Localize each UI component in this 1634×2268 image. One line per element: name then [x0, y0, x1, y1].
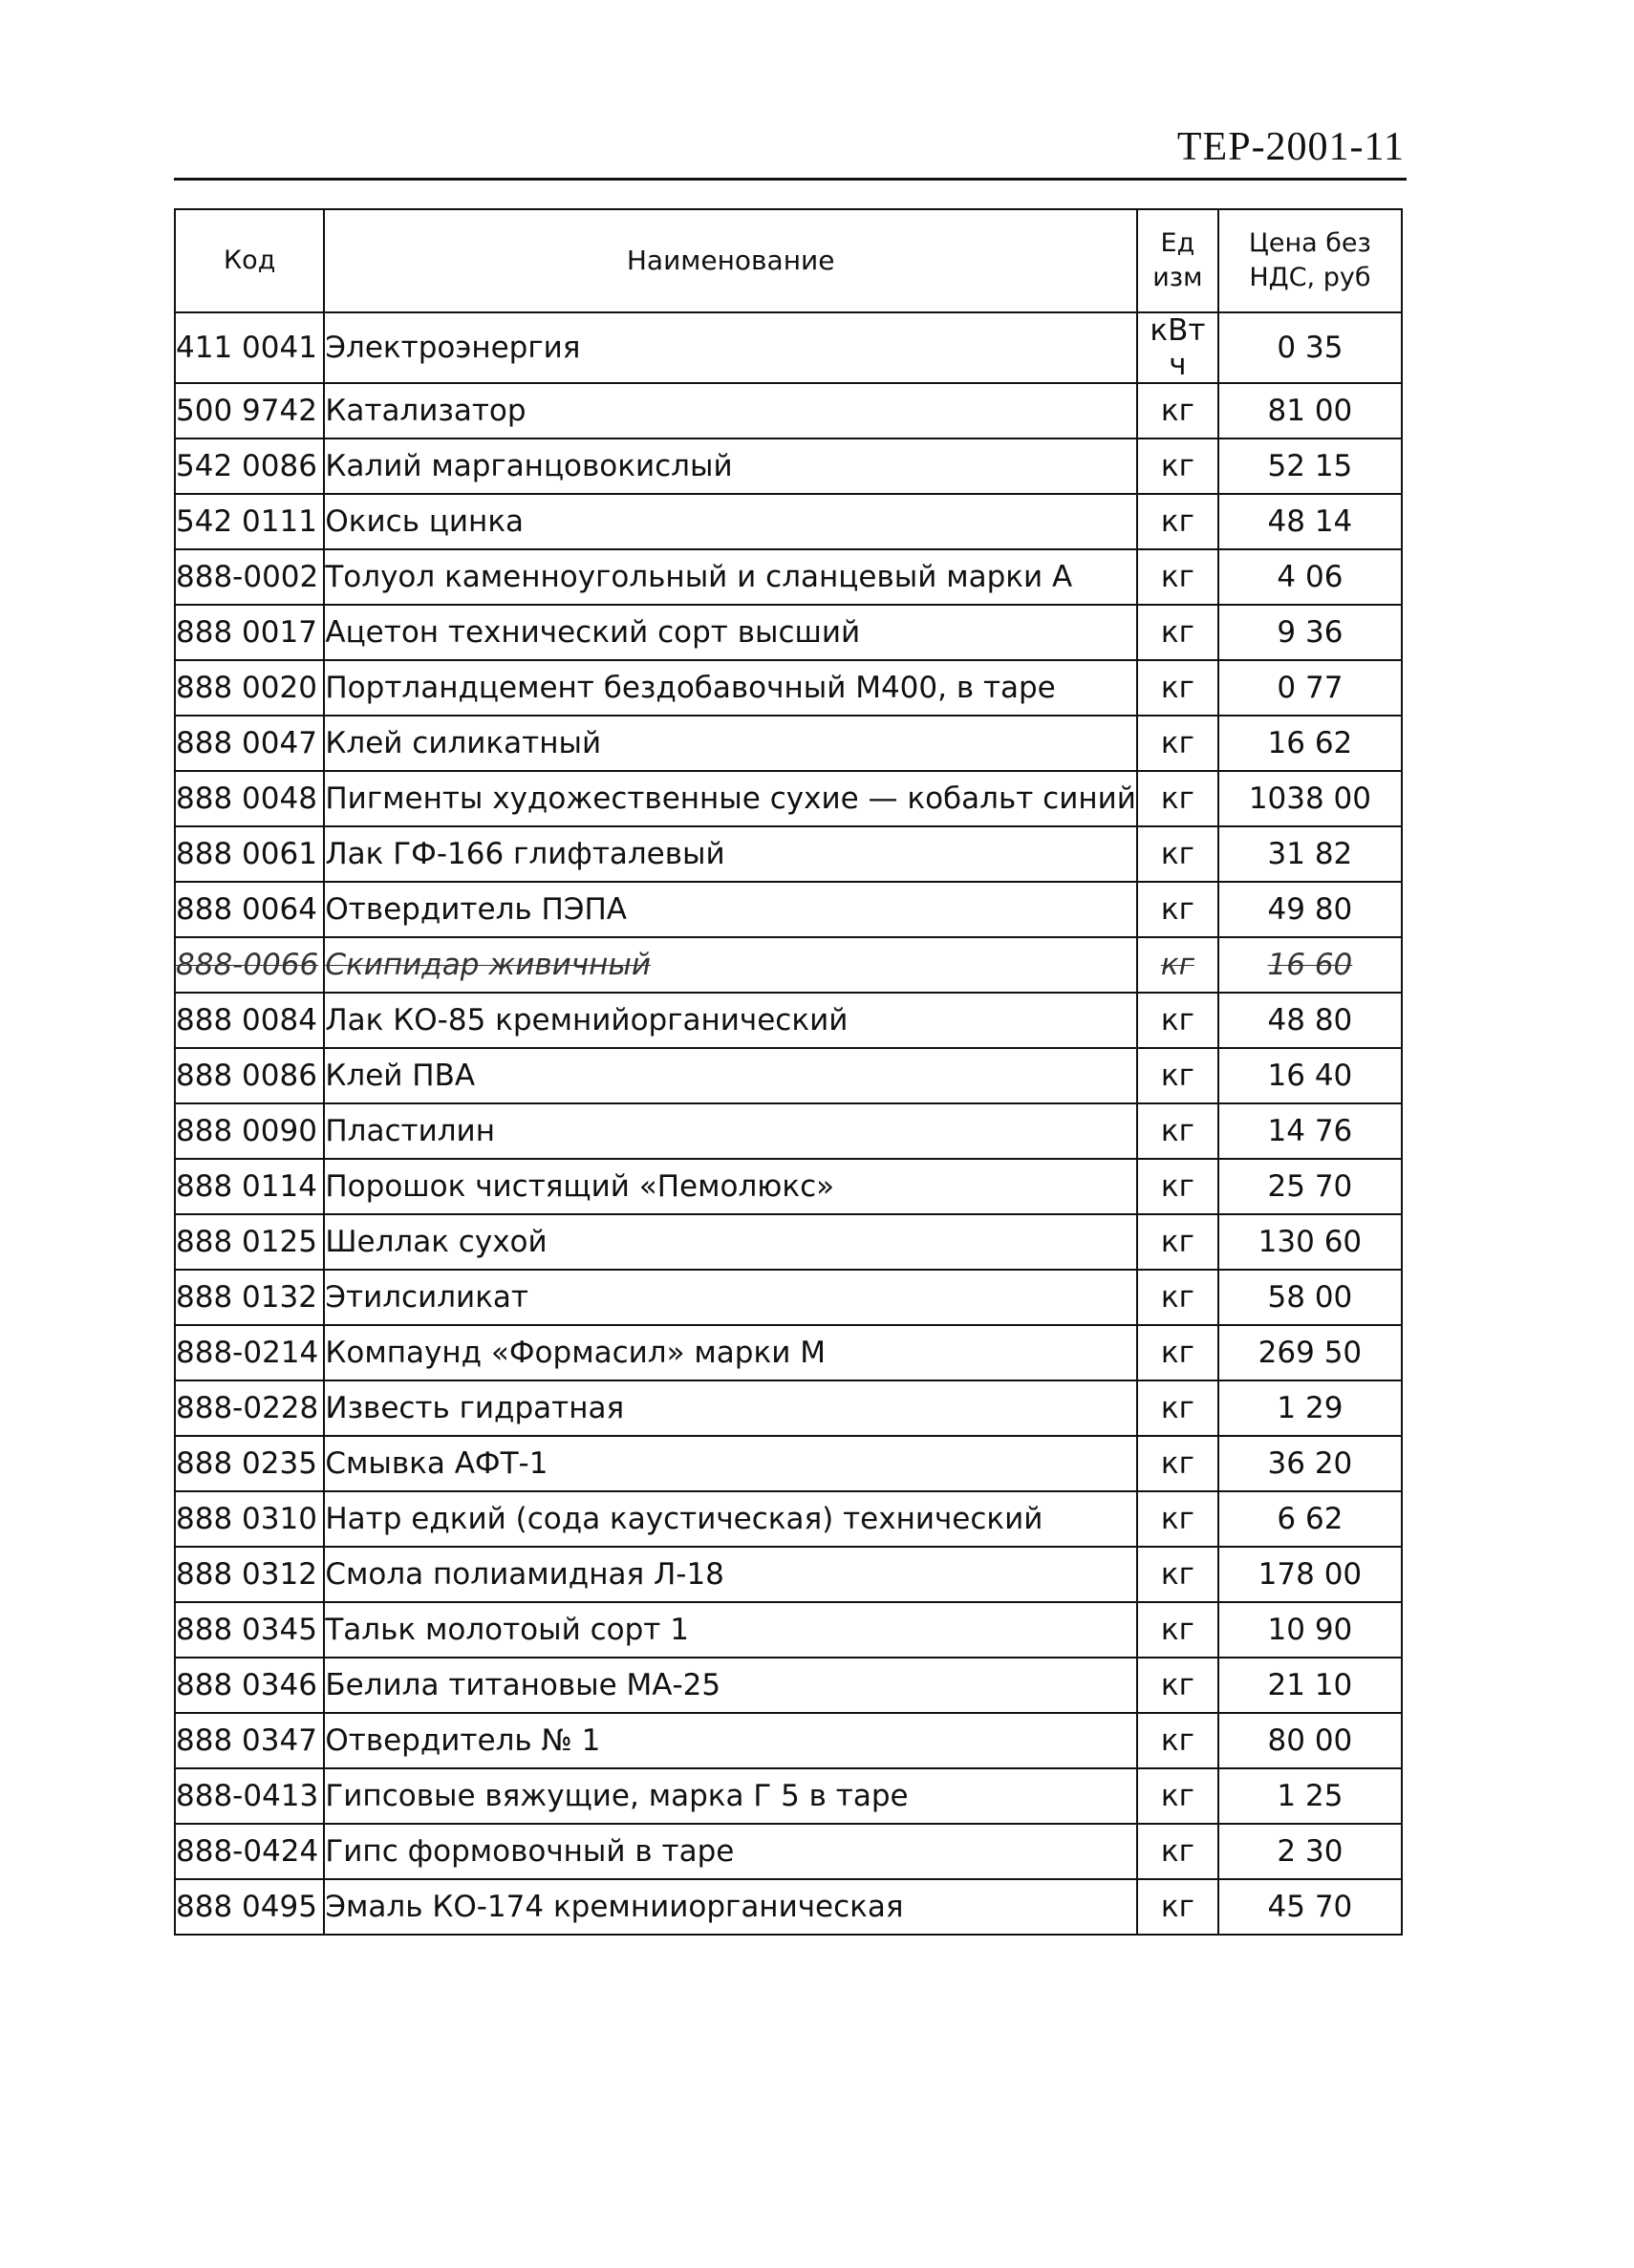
- cell-unit: кг: [1137, 1713, 1218, 1768]
- cell-price: 21 10: [1218, 1658, 1402, 1713]
- table-row: [175, 1436, 1402, 1491]
- cell-name: Катализатор: [324, 383, 1137, 439]
- cell-name: Клей ПВА: [324, 1048, 1137, 1103]
- cell-name: Окись цинка: [324, 494, 1137, 549]
- cell-code: 888 0235: [175, 1436, 324, 1491]
- cell-code: 888-0424: [175, 1824, 324, 1879]
- table-row: [175, 771, 1402, 826]
- cell-name: Смывка АФТ-1: [324, 1436, 1137, 1491]
- table-row: [175, 1547, 1402, 1602]
- cell-price: 2 30: [1218, 1824, 1402, 1879]
- cell-price: 4 06: [1218, 549, 1402, 605]
- cell-code: 888-0228: [175, 1380, 324, 1436]
- table-row: [175, 605, 1402, 660]
- table-row: [175, 1491, 1402, 1547]
- cell-price: 0 77: [1218, 660, 1402, 716]
- cell-code: 411 0041: [175, 312, 324, 383]
- cell-price: 45 70: [1218, 1879, 1402, 1935]
- table-row: [175, 826, 1402, 882]
- cell-name: Белила титановые МА-25: [324, 1658, 1137, 1713]
- cell-name: Отвердитель № 1: [324, 1713, 1137, 1768]
- cell-name: Толуол каменноугольный и сланцевый марки А: [324, 549, 1137, 605]
- cell-code: 888-0214: [175, 1325, 324, 1380]
- table-row: [175, 716, 1402, 771]
- cell-price: 48 80: [1218, 993, 1402, 1048]
- cell-name: Порошок чистящий «Пемолюкс»: [324, 1159, 1137, 1214]
- cell-price: 31 82: [1218, 826, 1402, 882]
- table-row: [175, 1658, 1402, 1713]
- cell-unit: кг: [1137, 993, 1218, 1048]
- cell-name: Калий марганцовокислый: [324, 439, 1137, 494]
- table-row: [175, 993, 1402, 1048]
- cell-name: Клей силикатный: [324, 716, 1137, 771]
- cell-unit: кг: [1137, 1436, 1218, 1491]
- cell-name: Электроэнергия: [324, 312, 1137, 383]
- column-header-code: Код: [175, 209, 324, 312]
- cell-price: 178 00: [1218, 1547, 1402, 1602]
- cell-unit: кг: [1137, 1658, 1218, 1713]
- cell-unit: кг: [1137, 494, 1218, 549]
- cell-price: 80 00: [1218, 1713, 1402, 1768]
- cell-unit: кг: [1137, 1824, 1218, 1879]
- table-row: [175, 383, 1402, 439]
- cell-unit: кг: [1137, 937, 1218, 993]
- cell-code: 888 0048: [175, 771, 324, 826]
- cell-code: 888 0114: [175, 1159, 324, 1214]
- cell-price: 10 90: [1218, 1602, 1402, 1658]
- cell-unit: кг: [1137, 1103, 1218, 1159]
- table-row: [175, 882, 1402, 937]
- cell-code: 888 0047: [175, 716, 324, 771]
- cell-price: 1 25: [1218, 1768, 1402, 1824]
- cell-code: 500 9742: [175, 383, 324, 439]
- table-header: [175, 209, 1402, 312]
- cell-name: Скипидар живичный: [324, 937, 1137, 993]
- cell-price: 81 00: [1218, 383, 1402, 439]
- table-row: [175, 1103, 1402, 1159]
- cell-code: 888 0086: [175, 1048, 324, 1103]
- cell-code: 888-0002: [175, 549, 324, 605]
- cell-price: 1038 00: [1218, 771, 1402, 826]
- cell-code: 888 0090: [175, 1103, 324, 1159]
- cell-price: 36 20: [1218, 1436, 1402, 1491]
- cell-price: 16 62: [1218, 716, 1402, 771]
- table-row: [175, 1159, 1402, 1214]
- cell-price: 25 70: [1218, 1159, 1402, 1214]
- cell-name: Этилсиликат: [324, 1270, 1137, 1325]
- cell-code: 888 0020: [175, 660, 324, 716]
- column-header-price: Цена без НДС, руб: [1218, 209, 1402, 312]
- cell-name: Тальк молотоый сорт 1: [324, 1602, 1137, 1658]
- table-row: [175, 1879, 1402, 1935]
- table-row: [175, 1602, 1402, 1658]
- cell-name: Отвердитель ПЭПА: [324, 882, 1137, 937]
- cell-name: Шеллак сухой: [324, 1214, 1137, 1270]
- cell-name: Гипс формовочный в таре: [324, 1824, 1137, 1879]
- table-row: [175, 937, 1402, 993]
- table-row: [175, 1325, 1402, 1380]
- table-row: [175, 1048, 1402, 1103]
- cell-unit: кг: [1137, 882, 1218, 937]
- cell-unit: кг: [1137, 1380, 1218, 1436]
- cell-code: 888 0347: [175, 1713, 324, 1768]
- cell-code: 888 0064: [175, 882, 324, 937]
- cell-code: 542 0086: [175, 439, 324, 494]
- document-code: ТЕР-2001-11: [1176, 125, 1405, 169]
- cell-unit: кг: [1137, 771, 1218, 826]
- cell-name: Натр едкий (сода каустическая) технический: [324, 1491, 1137, 1547]
- cell-price: 16 40: [1218, 1048, 1402, 1103]
- cell-price: 9 36: [1218, 605, 1402, 660]
- cell-unit: кг: [1137, 1879, 1218, 1935]
- cell-code: 888 0346: [175, 1658, 324, 1713]
- cell-unit: кг: [1137, 1547, 1218, 1602]
- table-row: [175, 1824, 1402, 1879]
- column-header-name: Наименование: [324, 209, 1137, 312]
- cell-code: 888 0017: [175, 605, 324, 660]
- table-row: [175, 494, 1402, 549]
- cell-unit: кг: [1137, 549, 1218, 605]
- table-row: [175, 1713, 1402, 1768]
- cell-code: 888 0061: [175, 826, 324, 882]
- table-row: [175, 549, 1402, 605]
- cell-unit: кг: [1137, 826, 1218, 882]
- cell-unit: кг: [1137, 383, 1218, 439]
- cell-code: 888 0312: [175, 1547, 324, 1602]
- cell-code: 888 0495: [175, 1879, 324, 1935]
- cell-code: 542 0111: [175, 494, 324, 549]
- cell-name: Гипсовые вяжущие, марка Г 5 в таре: [324, 1768, 1137, 1824]
- cell-price: 6 62: [1218, 1491, 1402, 1547]
- cell-unit: кг: [1137, 605, 1218, 660]
- cell-name: Эмаль КО-174 кремнииорганическая: [324, 1879, 1137, 1935]
- cell-code: 888 0125: [175, 1214, 324, 1270]
- cell-unit: кг: [1137, 1602, 1218, 1658]
- cell-code: 888 0084: [175, 993, 324, 1048]
- cell-name: Лак КО-85 кремнийорганический: [324, 993, 1137, 1048]
- table-row: [175, 312, 1402, 383]
- cell-unit: кг: [1137, 1768, 1218, 1824]
- price-table: [174, 208, 1403, 1936]
- cell-name: Смола полиамидная Л-18: [324, 1547, 1137, 1602]
- cell-code: 888-0413: [175, 1768, 324, 1824]
- cell-name: Пластилин: [324, 1103, 1137, 1159]
- cell-price: 269 50: [1218, 1325, 1402, 1380]
- header-row: [175, 209, 1402, 312]
- cell-unit: кг: [1137, 1270, 1218, 1325]
- cell-price: 130 60: [1218, 1214, 1402, 1270]
- cell-price: 58 00: [1218, 1270, 1402, 1325]
- cell-unit: кг: [1137, 660, 1218, 716]
- cell-code: 888 0132: [175, 1270, 324, 1325]
- cell-unit: кВт ч: [1137, 312, 1218, 383]
- cell-price: 52 15: [1218, 439, 1402, 494]
- cell-unit: кг: [1137, 1491, 1218, 1547]
- cell-name: Лак ГФ-166 глифталевый: [324, 826, 1137, 882]
- cell-unit: кг: [1137, 439, 1218, 494]
- cell-price: 14 76: [1218, 1103, 1402, 1159]
- cell-name: Портландцемент бездобавочный М400, в таре: [324, 660, 1137, 716]
- table-row: [175, 1380, 1402, 1436]
- cell-price: 1 29: [1218, 1380, 1402, 1436]
- table-row: [175, 1768, 1402, 1824]
- table-row: [175, 1270, 1402, 1325]
- column-header-unit: Ед изм: [1137, 209, 1218, 312]
- cell-name: Известь гидратная: [324, 1380, 1137, 1436]
- cell-code: 888-0066: [175, 937, 324, 993]
- cell-code: 888 0345: [175, 1602, 324, 1658]
- cell-name: Пигменты художественные сухие — кобальт синий: [324, 771, 1137, 826]
- table-row: [175, 439, 1402, 494]
- cell-unit: кг: [1137, 716, 1218, 771]
- table-body: [175, 312, 1402, 1935]
- cell-price: 0 35: [1218, 312, 1402, 383]
- cell-unit: кг: [1137, 1325, 1218, 1380]
- header-rule: [174, 178, 1407, 181]
- cell-unit: кг: [1137, 1214, 1218, 1270]
- table-row: [175, 1214, 1402, 1270]
- cell-unit: кг: [1137, 1048, 1218, 1103]
- cell-price: 48 14: [1218, 494, 1402, 549]
- table-row: [175, 660, 1402, 716]
- cell-code: 888 0310: [175, 1491, 324, 1547]
- cell-price: 16 60: [1218, 937, 1402, 993]
- cell-unit: кг: [1137, 1159, 1218, 1214]
- cell-name: Компаунд «Формасил» марки М: [324, 1325, 1137, 1380]
- cell-price: 49 80: [1218, 882, 1402, 937]
- cell-name: Ацетон технический сорт высший: [324, 605, 1137, 660]
